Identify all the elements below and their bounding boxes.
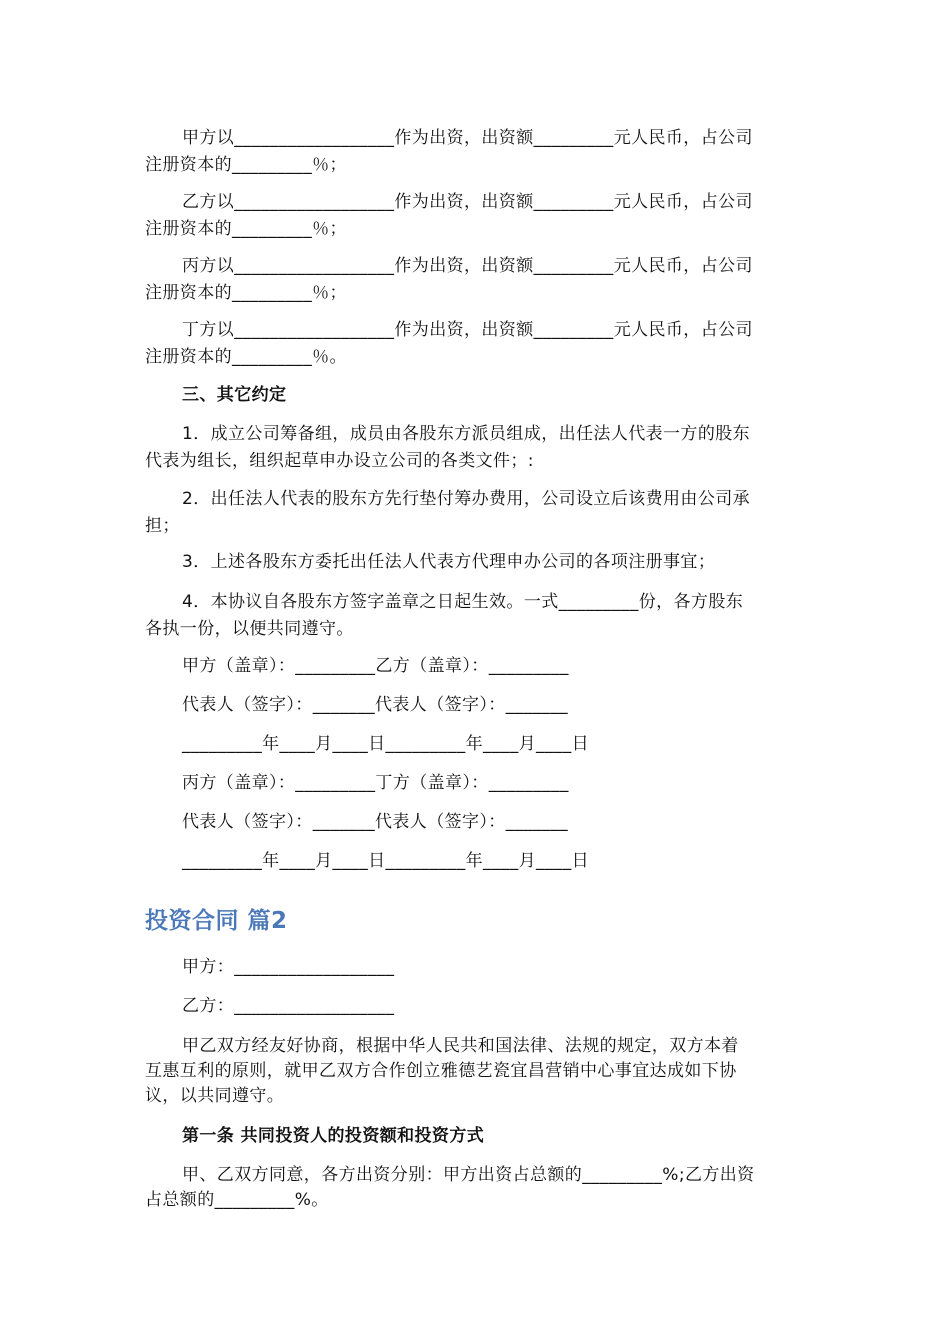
contract-heading: 投资合同 篇2	[145, 908, 288, 934]
share-party-a-line2: 注册资本的_________％；	[145, 155, 347, 175]
clause-1-line1: 1．成立公司筹备组，成员由各股东方派员组成，出任法人代表一方的股东	[182, 424, 751, 444]
party-a-line: 甲方：__________________	[182, 957, 395, 977]
share-party-b-line1: 乙方以__________________作为出资，出资额_________元人民币，占公司	[182, 192, 753, 212]
signature-line: 代表人（签字）：_______代表人（签字）：_______	[182, 695, 568, 715]
signature-line: 甲方（盖章）：_________乙方（盖章）：_________	[182, 656, 569, 676]
clause-2-line1: 2．出任法人代表的股东方先行垫付筹办费用，公司设立后该费用由公司承	[182, 489, 751, 509]
signature-date-line: _________年____月____日_________年____月____日	[182, 851, 589, 871]
intro-line: 互惠互利的原则，就甲乙双方合作创立雅德艺瓷宜昌营销中心事宜达成如下协	[145, 1061, 737, 1081]
clause-3-line1: 3．上述各股东方委托出任法人代表方代理申办公司的各项注册事宜；	[182, 552, 716, 572]
share-party-a-line1: 甲方以__________________作为出资，出资额_________元人民币，占公司	[182, 128, 753, 148]
share-party-d-line2: 注册资本的_________％。	[145, 347, 347, 367]
intro-line: 甲乙双方经友好协商，根据中华人民共和国法律、法规的规定，双方本着	[182, 1036, 739, 1056]
clause-1-line2: 代表为组长，组织起草申办设立公司的各类文件；:	[145, 451, 534, 471]
share-party-c-line1: 丙方以__________________作为出资，出资额_________元人民币，占公司	[182, 256, 753, 276]
clause-4-line2: 各执一份，以便共同遵守。	[145, 619, 354, 639]
clause-2-line2: 担；	[145, 516, 180, 536]
intro-line: 议，以共同遵守。	[145, 1086, 285, 1106]
clause-4-line1: 4．本协议自各股东方签字盖章之日起生效。一式_________份，各方股东	[182, 592, 744, 612]
signature-line: 代表人（签字）：_______代表人（签字）：_______	[182, 812, 568, 832]
signature-date-line: _________年____月____日_________年____月____日	[182, 734, 589, 754]
share-party-b-line2: 注册资本的_________％；	[145, 219, 347, 239]
article-text-line: 甲、乙双方同意，各方出资分别：甲方出资占总额的_________%;乙方出资	[182, 1165, 755, 1185]
article-title: 第一条 共同投资人的投资额和投资方式	[182, 1126, 485, 1146]
share-party-c-line2: 注册资本的_________％；	[145, 283, 347, 303]
signature-line: 丙方（盖章）：_________丁方（盖章）：_________	[182, 773, 569, 793]
section-title: 三、其它约定	[182, 385, 287, 405]
article-text-line: 占总额的_________%。	[145, 1190, 329, 1210]
party-b-line: 乙方：__________________	[182, 996, 395, 1016]
share-party-d-line1: 丁方以__________________作为出资，出资额_________元人民币，占公司	[182, 320, 753, 340]
